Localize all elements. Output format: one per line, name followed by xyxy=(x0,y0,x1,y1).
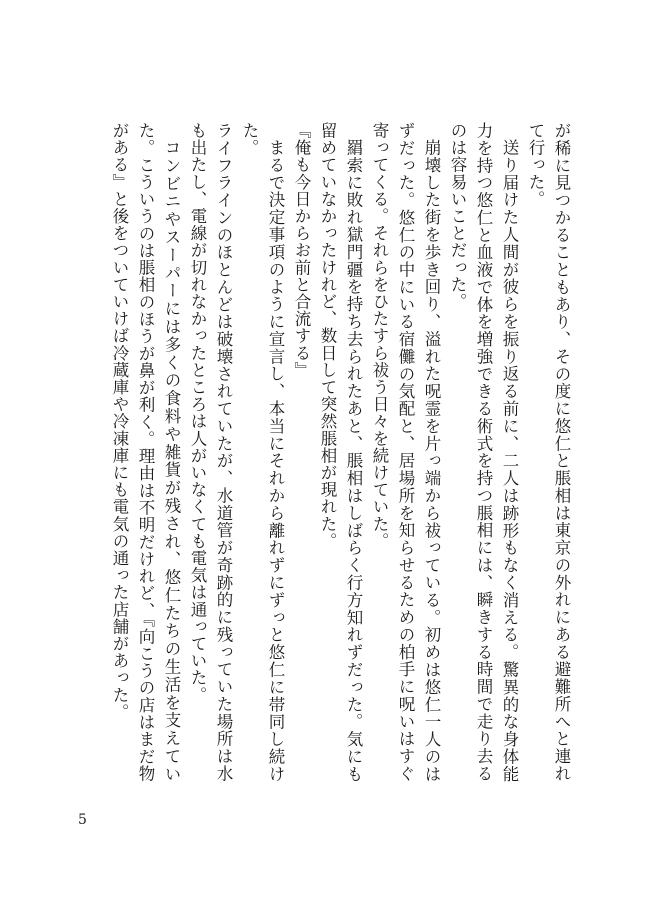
paragraph-1: が稀に見つかることもあり、その度に悠仁と脹相は東京の外れにある避難所へと連れて行った。 xyxy=(526,122,571,782)
paragraph-5: まるで決定事項のように宣言し、本当にそれから離れずにずっと悠仁に帯同し続けた。 xyxy=(240,122,285,782)
paragraph-3: 崩壊した街を歩き回り、溢れた呪霊を片っ端から祓っている。初めは悠仁一人のはずだった。悠仁の中にいる宿儺の気配と、居場所を知らせるための柏手に呪いはすぐ寄ってくる。それらをひたすら祓う日々を続けていた。 xyxy=(370,122,441,782)
paragraph-6: ライフラインのほとんどは破壊されていたが、水道管が奇跡的に残っていた場所は水も出たし、電線が切れなかったところは人がいなくても電気は通っていた。 xyxy=(188,122,233,782)
paragraph-2: 送り届けた人間が彼らを振り返る前に、二人は跡形もなく消える。驚異的な身体能力を持つ悠仁と血液で体を増強できる術式を持つ脹相には、瞬きする時間で走り去るのは容易いことだった。 xyxy=(448,122,519,782)
vertical-text-body xyxy=(72,122,574,782)
dialogue-line: 『俺も今日からお前と合流する』 xyxy=(292,122,311,379)
paragraph-4: 羂索に敗れ獄門疆を持ち去られたあと、脹相はしばらく行方知れずだった。気にも留めていなかったけれど、数日して突然脹相が現れた。 xyxy=(318,122,363,782)
page-number: 5 xyxy=(78,812,87,828)
paragraph-7: コンビニやスーパーには多くの食料や雑貨が残され、悠仁たちの生活を支えていた。こういうのは脹相のほうが鼻が利く。理由は不明だけれど、『向こうの店はまだ物がある』と後をついていけば冷蔵庫や冷凍庫にも電気の通った店舗があった。 xyxy=(110,122,181,782)
